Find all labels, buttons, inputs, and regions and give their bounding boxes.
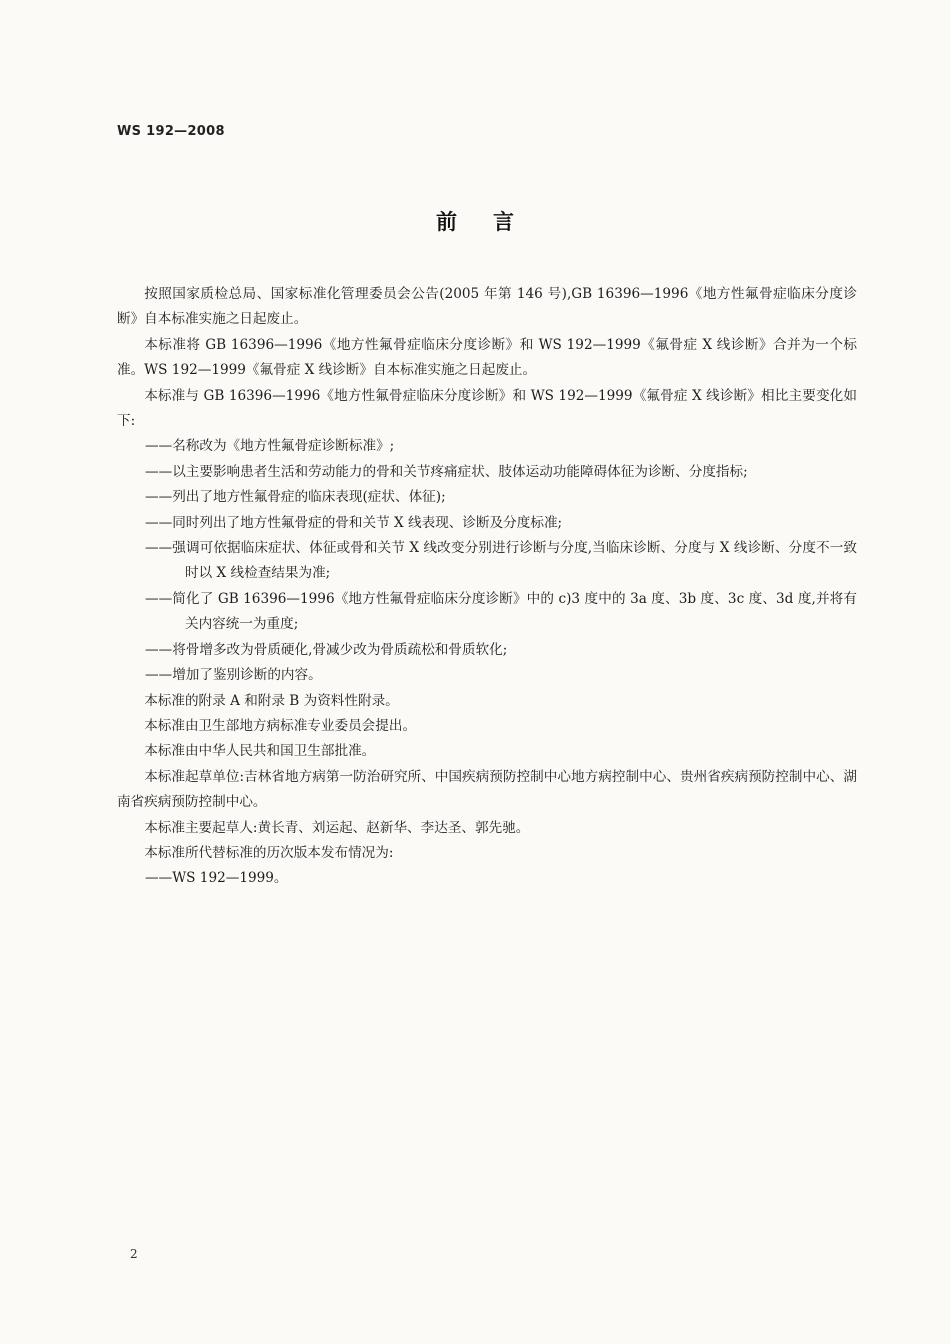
paragraph-changes-intro: 本标准与 GB 16396—1996《地方性氟骨症临床分度诊断》和 WS 192—1999《氟骨症 X 线诊断》相比主要变化如下:: [117, 387, 857, 430]
change-item: ——同时列出了地方性氟骨症的骨和关节 X 线表现、诊断及分度标准;: [145, 514, 563, 531]
change-item: ——增加了鉴别诊断的内容。: [145, 667, 322, 684]
change-item: ——名称改为《地方性氟骨症诊断标准》;: [145, 438, 395, 455]
change-item: ——以主要影响患者生活和劳动能力的骨和关节疼痛症状、肢体运动功能障碍体征为诊断、分度指标;: [145, 463, 748, 480]
paragraph-drafters: 本标准主要起草人:黄长青、刘运起、赵新华、李达圣、郭先驰。: [144, 819, 530, 836]
change-item: ——简化了 GB 16396—1996《地方性氟骨症临床分度诊断》中的 c)3 度中的 3a 度、3b 度、3c 度、3d 度,并将有关内容统一为重度;: [145, 590, 857, 633]
paragraph-proposed-by: 本标准由卫生部地方病标准专业委员会提出。: [144, 717, 417, 734]
paragraph-replacement-notice: 按照国家质检总局、国家标准化管理委员会公告(2005 年第 146 号),GB 16396—1996《地方性氟骨症临床分度诊断》自本标准实施之日起废止。: [117, 286, 857, 328]
paragraph-appendix-note: 本标准的附录 A 和附录 B 为资料性附录。: [144, 692, 399, 709]
paragraph-approved-by: 本标准由中华人民共和国卫生部批准。: [144, 743, 376, 760]
paragraph-merge-notice: 本标准将 GB 16396—1996《地方性氟骨症临床分度诊断》和 WS 192—1999《氟骨症 X 线诊断》合并为一个标准。WS 192—1999《氟骨症 X 线诊断》自本标准实施之日起废止。: [117, 336, 857, 379]
history-item: ——WS 192—1999。: [145, 870, 288, 887]
page-title: 前言: [436, 210, 550, 234]
page-number: 2: [130, 1247, 138, 1261]
foreword-body: [117, 282, 857, 892]
standard-code: WS 192—2008: [117, 124, 225, 139]
change-item: ——强调可依据临床症状、体征或骨和关节 X 线改变分别进行诊断与分度,当临床诊断、分度与 X 线诊断、分度不一致时以 X 线检查结果为准;: [145, 540, 857, 582]
paragraph-drafting-units: 本标准起草单位:吉林省地方病第一防治研究所、中国疾病预防控制中心地方病控制中心、贵州省疾病预防控制中心、湖南省疾病预防控制中心。: [117, 768, 857, 811]
paragraph-history-intro: 本标准所代替标准的历次版本发布情况为:: [144, 844, 394, 861]
change-item: ——将骨增多改为骨质硬化,骨减少改为骨质疏松和骨质软化;: [145, 641, 508, 658]
change-item: ——列出了地方性氟骨症的临床表现(症状、体征);: [145, 489, 446, 506]
